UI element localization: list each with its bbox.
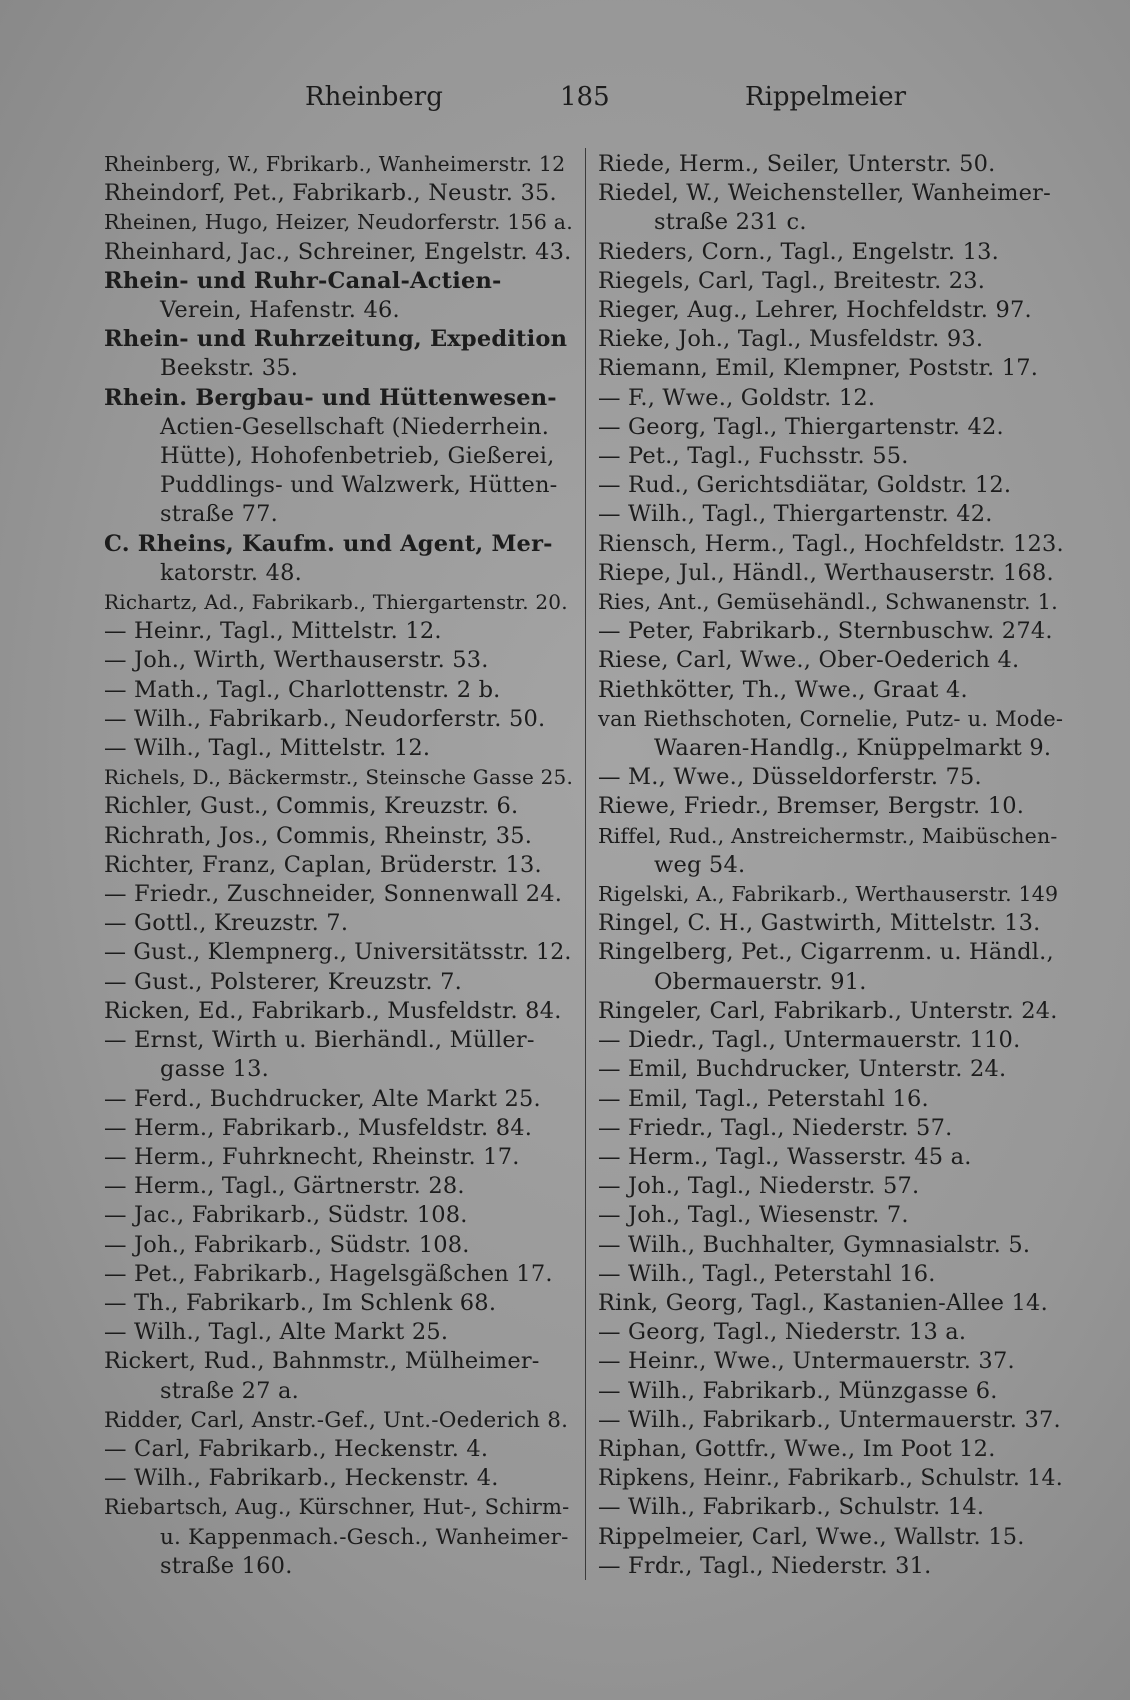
directory-entry: u. Kappenmach.-Gesch., Wanheimer- bbox=[160, 1524, 569, 1550]
directory-entry: katorstr. 48. bbox=[160, 559, 302, 586]
directory-entry: Riphan, Gottfr., Wwe., Im Poot 12. bbox=[598, 1435, 996, 1462]
directory-entry: straße 77. bbox=[160, 501, 279, 528]
directory-entry: — Rud., Gerichtsdiätar, Goldstr. 12. bbox=[598, 472, 1012, 499]
directory-entry: straße 160. bbox=[160, 1552, 293, 1579]
header-right-keyword: Rippelmeier bbox=[745, 82, 907, 112]
directory-entry: weg 54. bbox=[654, 851, 746, 878]
directory-entry: Ridder, Carl, Anstr.-Gef., Unt.-Oederich 8. bbox=[104, 1407, 569, 1433]
directory-entry: Actien-Gesellschaft (Niederrhein. bbox=[160, 413, 550, 440]
directory-entry: — Math., Tagl., Charlottenstr. 2 b. bbox=[104, 676, 501, 703]
directory-entry: Rheinberg, W., Fbrikarb., Wanheimerstr. 12 bbox=[104, 152, 566, 176]
directory-entry: Waaren-Handlg., Knüppelmarkt 9. bbox=[654, 735, 1052, 762]
directory-entry: — Th., Fabrikarb., Im Schlenk 68. bbox=[104, 1289, 497, 1316]
directory-entry: — Carl, Fabrikarb., Heckenstr. 4. bbox=[104, 1435, 489, 1462]
directory-entry: Beekstr. 35. bbox=[160, 355, 299, 382]
directory-entry: Riebartsch, Aug., Kürschner, Hut-, Schirm- bbox=[104, 1495, 570, 1520]
directory-entry: — Wilh., Tagl., Thiergartenstr. 42. bbox=[598, 501, 993, 528]
directory-entry: Rickert, Rud., Bahnmstr., Mülheimer- bbox=[104, 1348, 540, 1375]
directory-entry: Verein, Hafenstr. 46. bbox=[160, 297, 400, 324]
directory-entry: Riensch, Herm., Tagl., Hochfeldstr. 123. bbox=[598, 530, 1064, 557]
directory-entry: — Frdr., Tagl., Niederstr. 31. bbox=[598, 1552, 932, 1579]
directory-entry: — Ferd., Buchdrucker, Alte Markt 25. bbox=[104, 1085, 541, 1112]
directory-entry: — Peter, Fabrikarb., Sternbuschw. 274. bbox=[598, 618, 1053, 645]
directory-entry: Obermauerstr. 91. bbox=[654, 968, 867, 995]
directory-entry: — Friedr., Zuschneider, Sonnenwall 24. bbox=[104, 881, 563, 908]
directory-entry: Riemann, Emil, Klempner, Poststr. 17. bbox=[598, 355, 1039, 382]
directory-entry: Rieke, Joh., Tagl., Musfeldstr. 93. bbox=[598, 326, 984, 353]
column-divider bbox=[585, 148, 586, 1580]
directory-entry: — M., Wwe., Düsseldorferstr. 75. bbox=[598, 764, 982, 791]
directory-entry: Riewe, Friedr., Bremser, Bergstr. 10. bbox=[598, 793, 1025, 820]
directory-entry: — Gust., Polsterer, Kreuzstr. 7. bbox=[104, 968, 462, 995]
directory-entry: — Friedr., Tagl., Niederstr. 57. bbox=[598, 1114, 953, 1141]
directory-entry: Ringelberg, Pet., Cigarrenm. u. Händl., bbox=[598, 939, 1054, 966]
directory-entry: — Wilh., Fabrikarb., Heckenstr. 4. bbox=[104, 1465, 499, 1492]
directory-entry: — Wilh., Buchhalter, Gymnasialstr. 5. bbox=[598, 1231, 1031, 1258]
page-number: 185 bbox=[560, 82, 610, 112]
directory-entry: Rieders, Corn., Tagl., Engelstr. 13. bbox=[598, 238, 999, 265]
directory-entry: Ripkens, Heinr., Fabrikarb., Schulstr. 14. bbox=[598, 1466, 1063, 1492]
directory-entry: — Wilh., Tagl., Alte Markt 25. bbox=[104, 1319, 449, 1346]
directory-entry: Rhein- und Ruhr-Canal-Actien- bbox=[104, 267, 502, 294]
directory-entry: — Wilh., Fabrikarb., Untermauerstr. 37. bbox=[598, 1406, 1061, 1433]
directory-entry: van Riethschoten, Cornelie, Putz- u. Mode- bbox=[598, 706, 1064, 731]
directory-entry: — Gottl., Kreuzstr. 7. bbox=[104, 910, 349, 937]
directory-entry: Rheinhard, Jac., Schreiner, Engelstr. 43. bbox=[104, 238, 572, 265]
directory-entry: — Heinr., Tagl., Mittelstr. 12. bbox=[104, 618, 442, 645]
directory-entry: Hütte), Hohofenbetrieb, Gießerei, bbox=[160, 443, 555, 470]
directory-entry: Ringeler, Carl, Fabrikarb., Unterstr. 24. bbox=[598, 997, 1058, 1024]
directory-entry: — Joh., Wirth, Werthauserstr. 53. bbox=[104, 647, 489, 674]
directory-entry: — Wilh., Fabrikarb., Münzgasse 6. bbox=[598, 1377, 998, 1404]
directory-entry: — Emil, Tagl., Peterstahl 16. bbox=[598, 1085, 929, 1112]
directory-entry: — Herm., Tagl., Wasserstr. 45 a. bbox=[598, 1143, 972, 1170]
directory-entry: — Wilh., Fabrikarb., Neudorferstr. 50. bbox=[104, 705, 546, 732]
left-column bbox=[104, 150, 574, 1581]
directory-entry: — Diedr., Tagl., Untermauerstr. 110. bbox=[598, 1027, 1021, 1054]
directory-entry: Rieger, Aug., Lehrer, Hochfeldstr. 97. bbox=[598, 297, 1032, 324]
directory-entry: Riese, Carl, Wwe., Ober-Oederich 4. bbox=[598, 647, 1020, 674]
directory-entry: Riede, Herm., Seiler, Unterstr. 50. bbox=[598, 151, 996, 177]
directory-entry: — Pet., Tagl., Fuchsstr. 55. bbox=[598, 443, 909, 470]
directory-entry: Rippelmeier, Carl, Wwe., Wallstr. 15. bbox=[598, 1523, 1025, 1550]
directory-entry: Riepe, Jul., Händl., Werthauserstr. 168. bbox=[598, 559, 1054, 586]
directory-entry: Riethkötter, Th., Wwe., Graat 4. bbox=[598, 676, 968, 703]
directory-entry: gasse 13. bbox=[160, 1056, 269, 1083]
directory-entry: — Wilh., Tagl., Peterstahl 16. bbox=[598, 1260, 936, 1287]
directory-entry: Riffel, Rud., Anstreichermstr., Maibüschen- bbox=[598, 823, 1058, 848]
directory-entry: Ricken, Ed., Fabrikarb., Musfeldstr. 84. bbox=[104, 997, 562, 1024]
directory-entry: Richartz, Ad., Fabrikarb., Thiergartenstr. 20. bbox=[104, 590, 568, 615]
directory-entry: — Heinr., Wwe., Untermauerstr. 37. bbox=[598, 1348, 1015, 1375]
directory-entry: — Herm., Fabrikarb., Musfeldstr. 84. bbox=[104, 1114, 533, 1141]
directory-entry: — Herm., Tagl., Gärtnerstr. 28. bbox=[104, 1173, 465, 1200]
directory-entry: Riedel, W., Weichensteller, Wanheimer- bbox=[598, 180, 1051, 207]
directory-entry: C. Rheins, Kaufm. und Agent, Mer- bbox=[104, 530, 553, 557]
directory-entry: Rheindorf, Pet., Fabrikarb., Neustr. 35. bbox=[104, 180, 557, 207]
directory-entry: Rhein. Bergbau- und Hüttenwesen- bbox=[104, 384, 557, 411]
directory-entry: — F., Wwe., Goldstr. 12. bbox=[598, 384, 876, 411]
directory-entry: — Joh., Tagl., Wiesenstr. 7. bbox=[598, 1202, 909, 1229]
directory-entry: straße 27 a. bbox=[160, 1377, 300, 1404]
directory-entry: — Georg, Tagl., Niederstr. 13 a. bbox=[598, 1319, 967, 1346]
directory-entry: — Emil, Buchdrucker, Unterstr. 24. bbox=[598, 1056, 1007, 1083]
directory-entry: Rheinen, Hugo, Heizer, Neudorferstr. 156 a. bbox=[104, 210, 573, 235]
directory-entry: Puddlings- und Walzwerk, Hütten- bbox=[160, 472, 558, 499]
directory-entry: — Joh., Fabrikarb., Südstr. 108. bbox=[104, 1231, 470, 1258]
directory-entry: — Wilh., Tagl., Mittelstr. 12. bbox=[104, 735, 431, 762]
directory-entry: — Wilh., Fabrikarb., Schulstr. 14. bbox=[598, 1494, 985, 1521]
directory-entry: — Gust., Klempnerg., Universitätsstr. 12. bbox=[104, 940, 572, 966]
directory-entry: — Ernst, Wirth u. Bierhändl., Müller- bbox=[104, 1027, 535, 1054]
header-left-keyword: Rheinberg bbox=[305, 82, 443, 112]
directory-entry: Richels, D., Bäckermstr., Steinsche Gasse 25. bbox=[104, 765, 573, 790]
directory-entry: — Pet., Fabrikarb., Hagelsgäßchen 17. bbox=[104, 1260, 553, 1287]
directory-entry: Ringel, C. H., Gastwirth, Mittelstr. 13. bbox=[598, 910, 1041, 937]
directory-entry: Riegels, Carl, Tagl., Breitestr. 23. bbox=[598, 267, 986, 294]
directory-entry: Richter, Franz, Caplan, Brüderstr. 13. bbox=[104, 851, 542, 878]
directory-entry: Rigelski, A., Fabrikarb., Werthauserstr. 149 bbox=[598, 882, 1059, 907]
directory-entry: Richrath, Jos., Commis, Rheinstr, 35. bbox=[104, 822, 533, 849]
directory-entry: — Georg, Tagl., Thiergartenstr. 42. bbox=[598, 413, 1004, 440]
directory-entry: Ries, Ant., Gemüsehändl., Schwanenstr. 1. bbox=[598, 590, 1059, 615]
directory-entry: Rink, Georg, Tagl., Kastanien-Allee 14. bbox=[598, 1289, 1048, 1316]
right-column bbox=[598, 150, 1068, 1581]
directory-entry: — Joh., Tagl., Niederstr. 57. bbox=[598, 1173, 920, 1200]
directory-entry: — Jac., Fabrikarb., Südstr. 108. bbox=[104, 1202, 468, 1229]
directory-entry: Rhein- und Ruhrzeitung, Expedition bbox=[104, 326, 568, 353]
directory-entry: Richler, Gust., Commis, Kreuzstr. 6. bbox=[104, 793, 519, 820]
page-header bbox=[0, 82, 1130, 122]
directory-entry: straße 231 c. bbox=[654, 209, 807, 236]
directory-entry: — Herm., Fuhrknecht, Rheinstr. 17. bbox=[104, 1143, 520, 1170]
